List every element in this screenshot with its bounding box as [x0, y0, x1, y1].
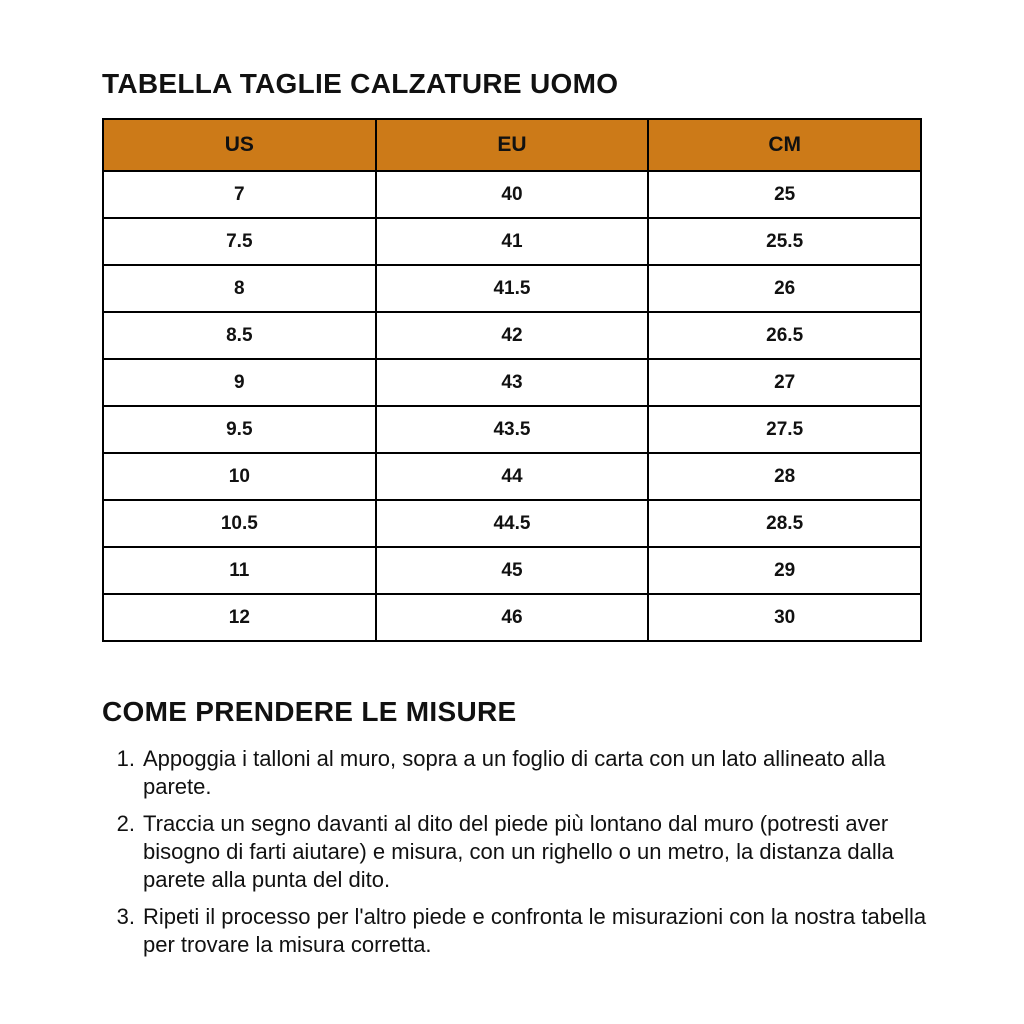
header-row — [103, 119, 921, 171]
table-row — [103, 500, 921, 547]
table-row — [103, 218, 921, 265]
size-cell: 43 — [376, 359, 649, 406]
table-row — [103, 547, 921, 594]
size-cell: 42 — [376, 312, 649, 359]
size-cell: 11 — [103, 547, 376, 594]
table-row — [103, 453, 921, 500]
column-header-eu: EU — [376, 119, 649, 171]
size-cell: 27.5 — [648, 406, 921, 453]
size-cell: 41 — [376, 218, 649, 265]
size-cell: 30 — [648, 594, 921, 641]
column-header-us: US — [103, 119, 376, 171]
size-cell: 45 — [376, 547, 649, 594]
size-cell: 10 — [103, 453, 376, 500]
size-cell: 9.5 — [103, 406, 376, 453]
column-header-cm: CM — [648, 119, 921, 171]
measuring-steps-list — [116, 745, 933, 968]
size-cell: 12 — [103, 594, 376, 641]
size-cell: 29 — [648, 547, 921, 594]
step-number: 3. — [116, 904, 135, 929]
size-cell: 28 — [648, 453, 921, 500]
table-row — [103, 171, 921, 218]
table-row — [103, 406, 921, 453]
size-chart-header — [103, 119, 921, 171]
table-row — [103, 312, 921, 359]
measuring-guide-heading: COME PRENDERE LE MISURE — [102, 696, 517, 727]
size-cell: 44.5 — [376, 500, 649, 547]
size-cell: 26.5 — [648, 312, 921, 359]
size-cell: 44 — [376, 453, 649, 500]
table-row — [103, 359, 921, 406]
size-chart-body — [103, 171, 921, 641]
size-cell: 43.5 — [376, 406, 649, 453]
step-text: Ripeti il processo per l'altro piede e confronta le misurazioni con la nostra tabella per trovare la misura corretta. — [143, 904, 927, 957]
size-cell: 7.5 — [103, 218, 376, 265]
step-text: Traccia un segno davanti al dito del piede più lontano dal muro (potresti aver bisogno di farti aiutare) e misura, con un righello o un metro, la distanza dalla parete alla punta del dito. — [143, 811, 894, 892]
size-cell: 7 — [103, 171, 376, 218]
page-title: TABELLA TAGLIE CALZATURE UOMO — [102, 68, 619, 99]
size-cell: 26 — [648, 265, 921, 312]
step-number: 1. — [116, 746, 135, 771]
size-cell: 10.5 — [103, 500, 376, 547]
size-cell: 28.5 — [648, 500, 921, 547]
size-cell: 25.5 — [648, 218, 921, 265]
size-cell: 25 — [648, 171, 921, 218]
step-number: 2. — [116, 811, 135, 836]
size-cell: 8.5 — [103, 312, 376, 359]
step-text: Appoggia i talloni al muro, sopra a un foglio di carta con un lato allineato alla parete. — [143, 746, 886, 799]
size-cell: 27 — [648, 359, 921, 406]
size-cell: 46 — [376, 594, 649, 641]
size-chart-table — [102, 118, 922, 642]
size-cell: 41.5 — [376, 265, 649, 312]
measuring-step — [116, 745, 933, 801]
size-cell: 40 — [376, 171, 649, 218]
size-cell: 9 — [103, 359, 376, 406]
measuring-step — [116, 903, 933, 959]
table-row — [103, 265, 921, 312]
measuring-step — [116, 810, 933, 894]
table-row — [103, 594, 921, 641]
size-cell: 8 — [103, 265, 376, 312]
